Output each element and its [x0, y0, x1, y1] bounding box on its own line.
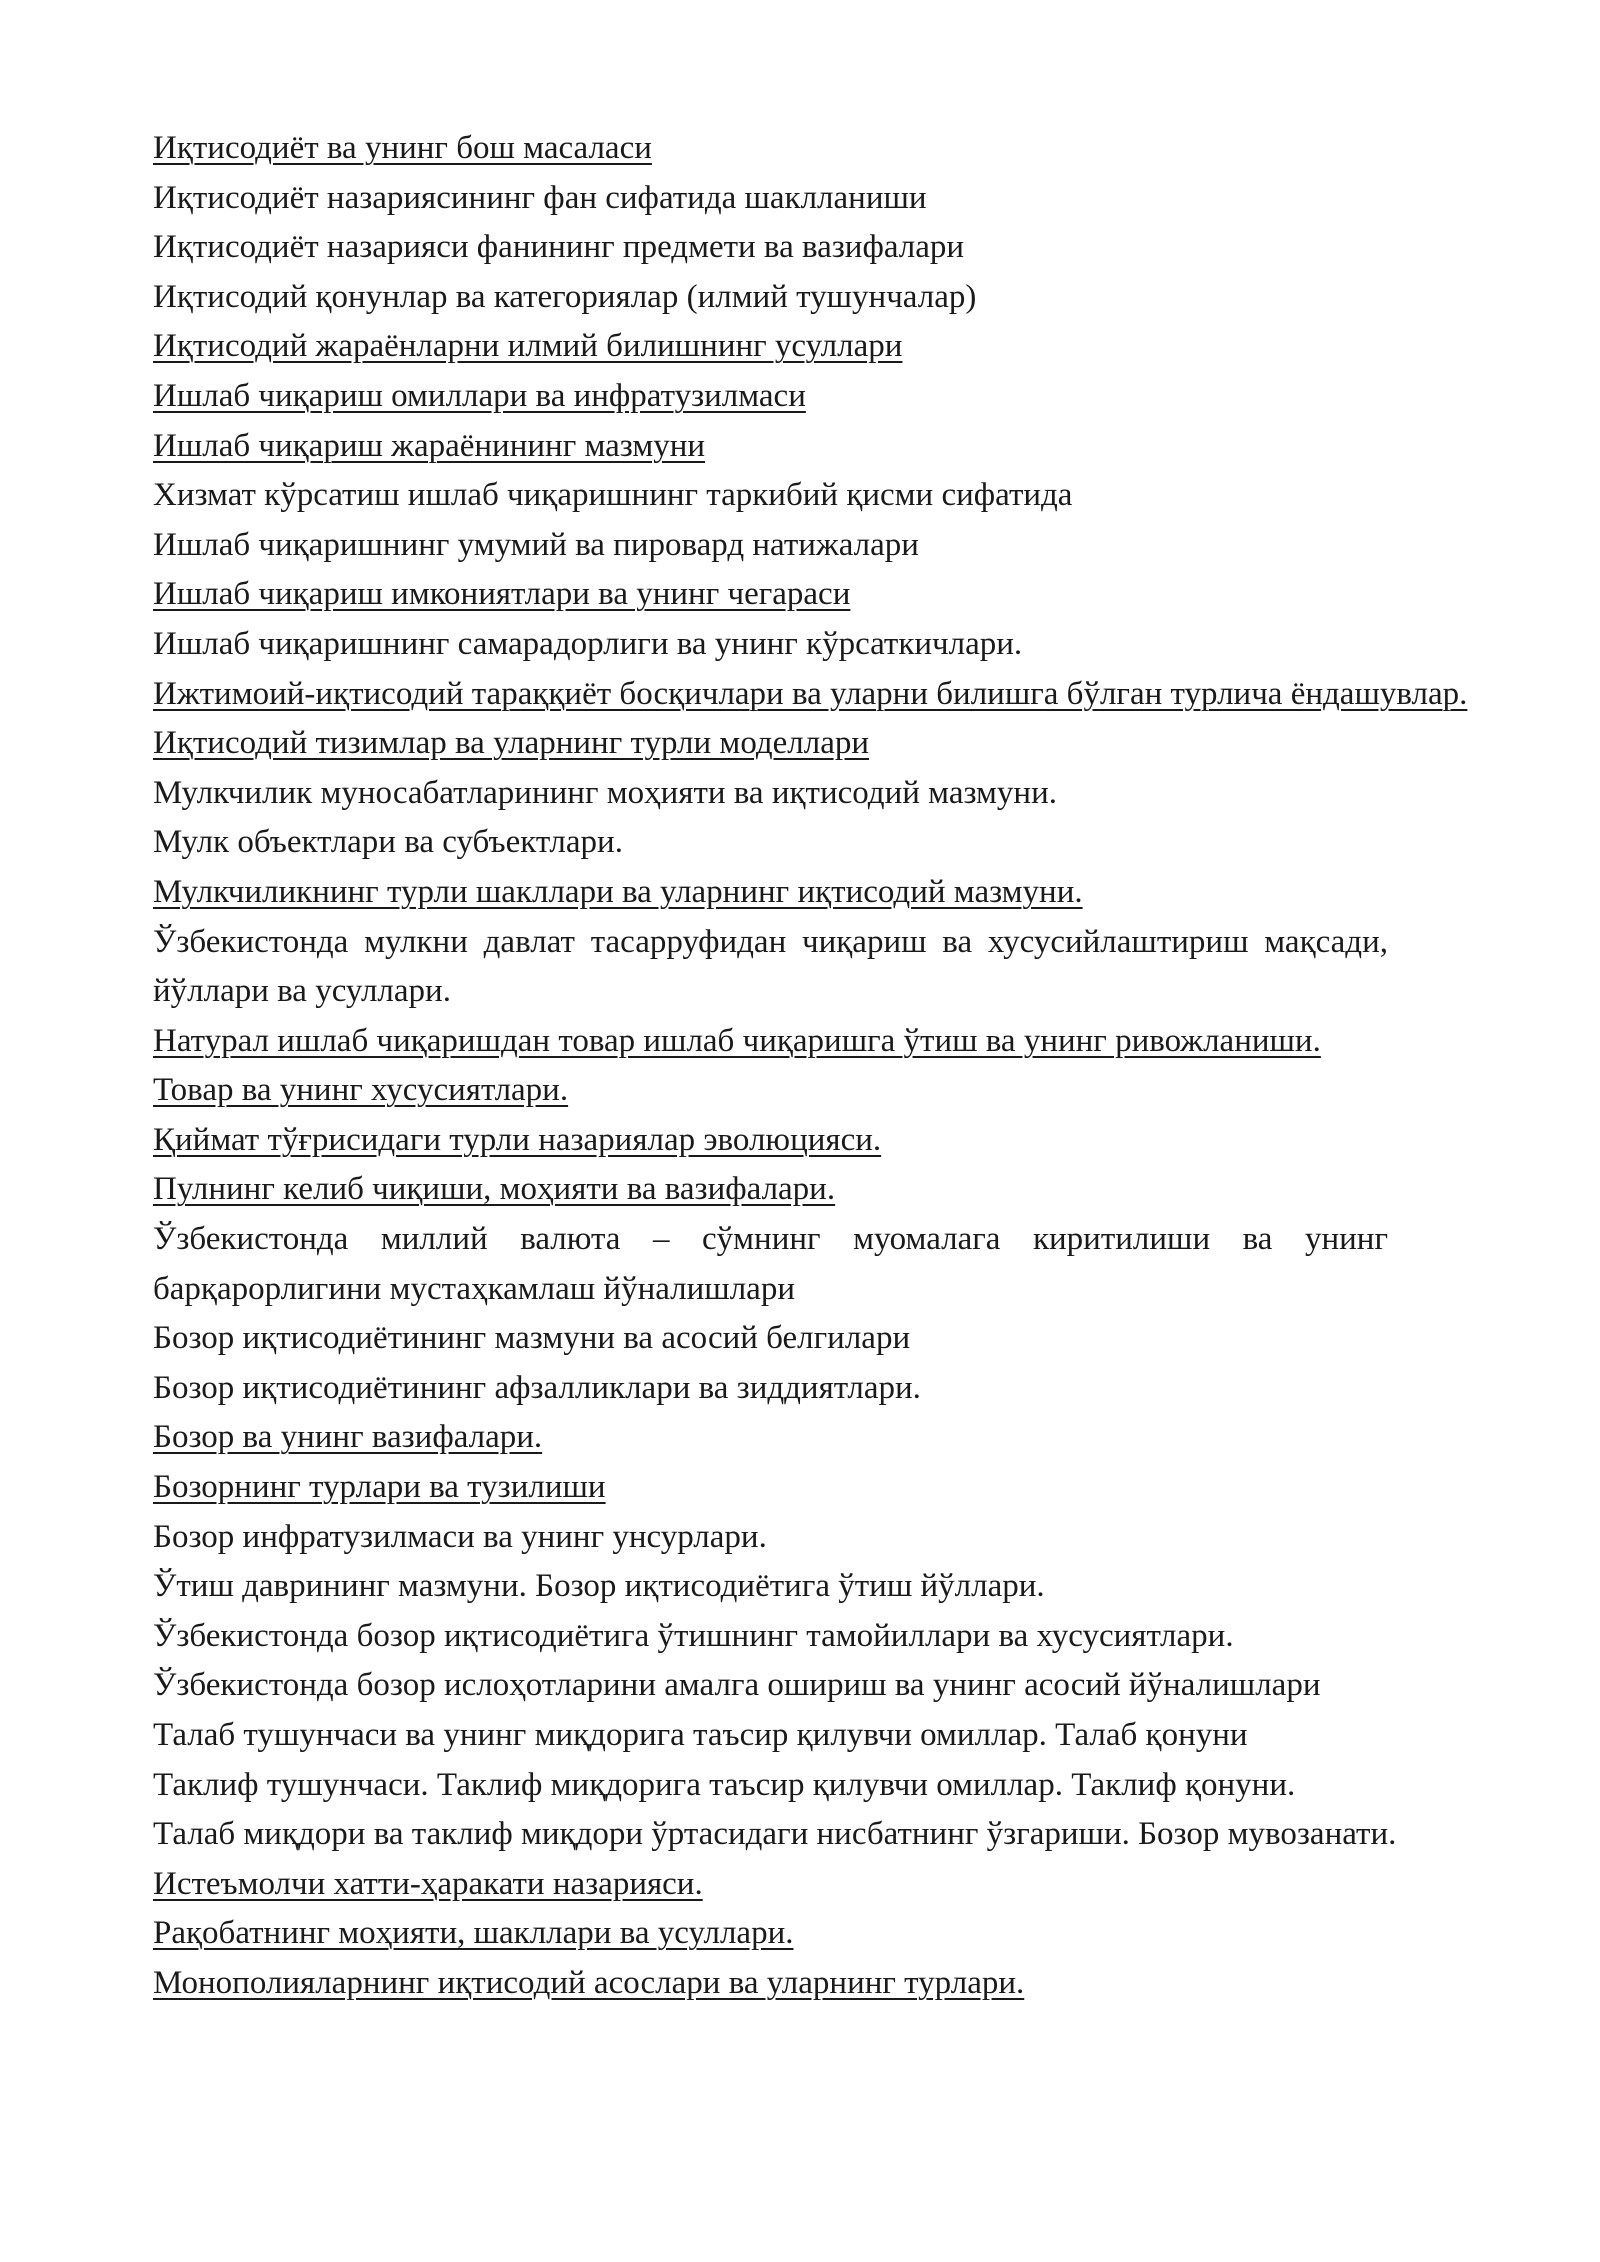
list-item: Ишлаб чиқариш имкониятлари ва унинг чегараси — [153, 576, 851, 613]
list-item: Иқтисодий жараёнларни илмий билишнинг усуллари — [153, 328, 903, 365]
list-item: Товар ва унинг хусусиятлари. — [153, 1072, 569, 1109]
list-item: Ишлаб чиқариш омиллари ва инфратузилмаси — [153, 377, 806, 414]
list-item: Бозор иқтисодиётининг афзалликлари ва зиддиятлари. — [153, 1369, 921, 1406]
list-item: Иқтисодиёт ва унинг бош масаласи — [153, 130, 652, 166]
list-item: Қиймат тўғрисидаги турли назариялар эволюцияси. — [153, 1121, 882, 1158]
list-item: Бозор инфратузилмаси ва унинг унсурлари. — [153, 1518, 767, 1555]
list-item: Иқтисодий тизимлар ва уларнинг турли моделлари — [153, 725, 870, 762]
list-item: Талаб тушунчаси ва унинг миқдорига таъсир қилувчи омиллар. Талаб қонуни — [153, 1717, 1248, 1753]
list-item: Таклиф тушунчаси. Таклиф миқдорига таъсир қилувчи омиллар. Таклиф қонуни. — [153, 1766, 1296, 1803]
list-item: Ишлаб чиқаришнинг умумий ва пировард натижалари — [153, 526, 919, 563]
list-item: Пулнинг келиб чиқиши, моҳияти ва вазифалари. — [153, 1171, 836, 1208]
list-item: Ўзбекистонда мулкни давлат тасарруфидан чиқариш ва хусусийлаштириш мақсади, йўллари ва усуллари. — [153, 923, 1388, 1010]
list-item: Иқтисодий қонунлар ва категориялар (илмий тушунчалар) — [153, 278, 977, 315]
list-item: Хизмат кўрсатиш ишлаб чиқаришнинг таркибий қисми сифатида — [153, 477, 1073, 514]
list-item: Рақобатнинг моҳияти, шакллари ва усуллари. — [153, 1915, 794, 1952]
list-item: Талаб миқдори ва таклиф миқдори ўртасидаги нисбатнинг ўзгариши. Бозор мувозанати. — [153, 1816, 1397, 1853]
list-item: Натурал ишлаб чиқаришдан товар ишлаб чиқаришга ўтиш ва унинг ривожланиши. — [153, 1022, 1321, 1059]
list-item: Ўзбекистонда бозор ислоҳотларини амалга ошириш ва унинг асосий йўналишлари — [153, 1667, 1321, 1704]
list-item: Истеъмолчи хатти-ҳаракати назарияси. — [153, 1865, 703, 1902]
list-item: Мулк объектлари ва субъектлари. — [153, 824, 623, 861]
list-item: Ишлаб чиқаришнинг самарадорлиги ва унинг кўрсаткичлари. — [153, 625, 1023, 662]
list-item: Ўзбекистонда миллий валюта – сўмнинг муомалага киритилиши ва унинг барқарорлигини мустаҳкамлаш йўналишлари — [153, 1221, 1388, 1307]
list-item: Ишлаб чиқариш жараёнининг мазмуни — [153, 427, 706, 464]
list-item: Бозорнинг турлари ва тузилиши — [153, 1469, 606, 1506]
list-item: Иқтисодиёт назариясининг фан сифатида шаклланиши — [153, 179, 927, 216]
list-item: Бозор ва унинг вазифалари. — [153, 1419, 543, 1456]
topic-list — [153, 124, 1483, 2009]
list-item: Мулкчиликнинг турли шакллари ва уларнинг иқтисодий мазмуни. — [153, 873, 1083, 910]
list-item: Мулкчилик муносабатларининг моҳияти ва иқтисодий мазмуни. — [153, 774, 1057, 811]
list-item: Бозор иқтисодиётининг мазмуни ва асосий белгилари — [153, 1320, 911, 1357]
list-item: Ўтиш даврининг мазмуни. Бозор иқтисодиётига ўтиш йўллари. — [153, 1568, 1045, 1605]
list-item: Ижтимоий-иқтисодий тараққиёт босқичлари ва уларни билишга бўлган турлича ёндашувлар. — [153, 675, 1468, 712]
list-item: Иқтисодиёт назарияси фанининг предмети ва вазифалари — [153, 229, 965, 266]
list-item: Монополияларнинг иқтисодий асослари ва уларнинг турлари. — [153, 1964, 1025, 2001]
list-item: Ўзбекистонда бозор иқтисодиётига ўтишнинг тамойиллари ва хусусиятлари. — [153, 1617, 1234, 1654]
